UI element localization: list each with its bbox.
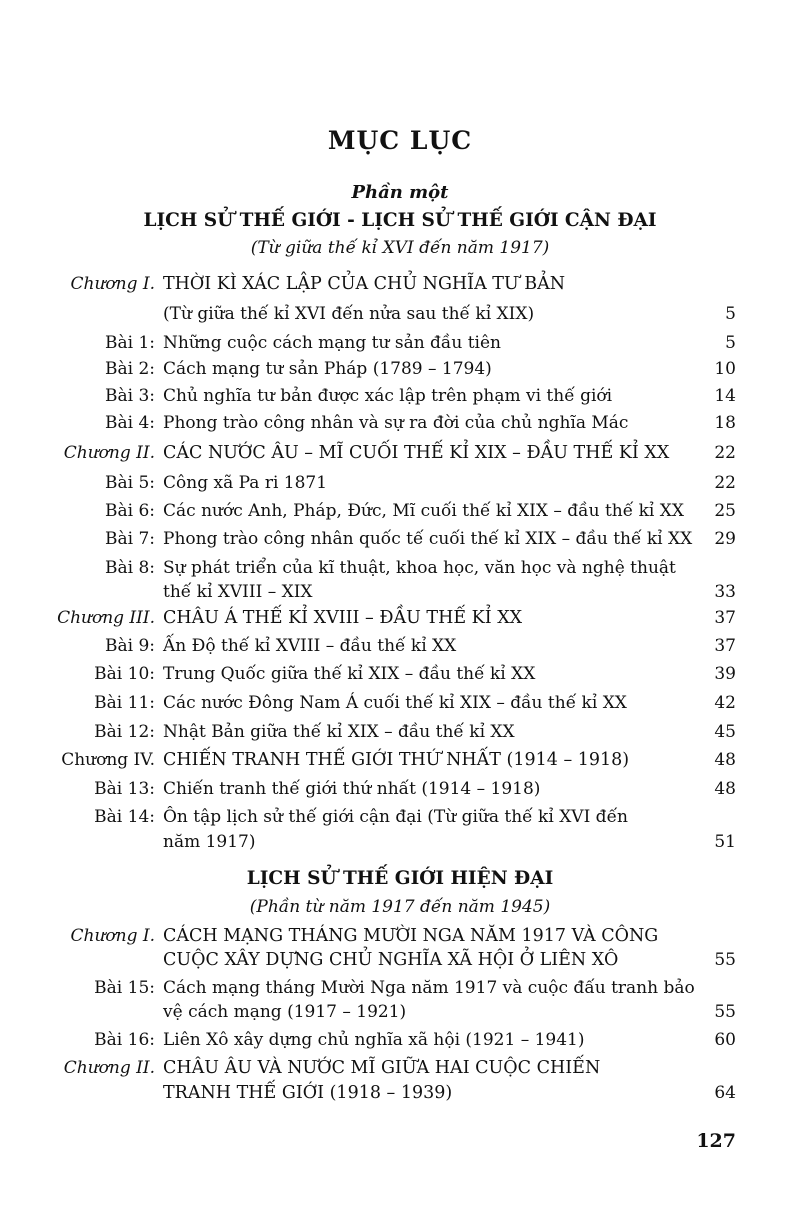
entry-page: 55 xyxy=(714,950,736,970)
entry-label: Bài 1: xyxy=(104,333,155,353)
entry-text: Ấn Độ thế kỉ XVIII – đầu thế kỉ XX xyxy=(163,636,457,656)
entry-page: 45 xyxy=(714,722,736,742)
entry-label: Bài 3: xyxy=(104,386,155,406)
entry-page: 5 xyxy=(725,304,736,324)
entry-label: Chương IV. xyxy=(61,750,155,770)
entry-page: 48 xyxy=(714,750,736,770)
entry-page: 29 xyxy=(714,529,736,549)
entry-label: Bài 13: xyxy=(94,779,155,799)
entry-label: Bài 12: xyxy=(94,722,155,742)
entry-text: Trung Quốc giữa thế kỉ XIX – đầu thế kỉ XX xyxy=(163,664,536,684)
entry-label: Chương I. xyxy=(70,926,155,946)
entry-page: 42 xyxy=(714,693,736,713)
part1-subtitle: (Từ giữa thế kỉ XVI đến năm 1917) xyxy=(250,238,550,258)
entry-page: 14 xyxy=(714,386,736,406)
entry-text: Chủ nghĩa tư bản được xác lập trên phạm vi thế giới xyxy=(163,386,613,406)
part1-title: LỊCH SỬ THẾ GIỚI - LỊCH SỬ THẾ GIỚI CẬN ĐẠI xyxy=(143,210,657,231)
entry-text: Các nước Đông Nam Á cuối thế kỉ XIX – đầu thế kỉ XX xyxy=(163,693,627,713)
entry-text: Phong trào công nhân quốc tế cuối thế kỉ XIX – đầu thế kỉ XX xyxy=(163,529,693,549)
entry-text: Liên Xô xây dựng chủ nghĩa xã hội (1921 – 1941) xyxy=(163,1030,585,1050)
entry-text-continued: TRANH THẾ GIỚI (1918 – 1939) xyxy=(163,1083,453,1103)
entry-page: 48 xyxy=(714,779,736,799)
entry-text: Những cuộc cách mạng tư sản đầu tiên xyxy=(163,333,501,353)
entry-text: Cách mạng tháng Mười Nga năm 1917 và cuộc đấu tranh bảo xyxy=(163,978,695,998)
entry-page: 18 xyxy=(714,413,736,433)
page-title: MỤC LỤC xyxy=(327,126,473,155)
entry-text: Ôn tập lịch sử thế giới cận đại (Từ giữa thế kỉ XVI đến xyxy=(163,807,628,827)
entry-label: Bài 7: xyxy=(104,529,155,549)
entry-label: Chương I. xyxy=(70,274,155,294)
entry-label: Bài 2: xyxy=(104,359,155,379)
entry-text: CHÂU Á THẾ KỈ XVIII – ĐẦU THẾ KỈ XX xyxy=(163,608,523,628)
entry-text: Sự phát triển của kĩ thuật, khoa học, văn học và nghệ thuật xyxy=(163,558,676,578)
entry-page: 10 xyxy=(714,359,736,379)
entry-text-continued: thế kỉ XVIII – XIX xyxy=(163,582,313,602)
entry-label: Chương II. xyxy=(63,443,155,463)
entry-label: Chương III. xyxy=(57,608,155,628)
entry-page: 33 xyxy=(714,582,736,602)
entry-text: Nhật Bản giữa thế kỉ XIX – đầu thế kỉ XX xyxy=(163,722,515,742)
entry-page: 37 xyxy=(714,636,736,656)
entry-text: Các nước Anh, Pháp, Đức, Mĩ cuối thế kỉ XIX – đầu thế kỉ XX xyxy=(163,501,684,521)
entry-page: 39 xyxy=(714,664,736,684)
entry-page: 37 xyxy=(714,608,736,628)
entry-text: Phong trào công nhân và sự ra đời của chủ nghĩa Mác xyxy=(163,413,629,433)
entry-label: Bài 5: xyxy=(104,473,155,493)
entry-label: Bài 4: xyxy=(104,413,155,433)
entry-label: Bài 6: xyxy=(104,501,155,521)
entry-page: 5 xyxy=(725,333,736,353)
part2-subtitle: (Phần từ năm 1917 đến năm 1945) xyxy=(249,897,551,917)
entry-label: Bài 14: xyxy=(94,807,155,827)
entry-label: Chương II. xyxy=(63,1058,155,1078)
entry-text: THỜI KÌ XÁC LẬP CỦA CHỦ NGHĨA TƯ BẢN xyxy=(163,274,566,294)
entry-text-continued: năm 1917) xyxy=(163,832,256,852)
entry-label: Bài 15: xyxy=(94,978,155,998)
entry-page: 64 xyxy=(714,1083,736,1103)
entry-text: CHÂU ÂU VÀ NƯỚC MĨ GIỮA HAI CUỘC CHIẾN xyxy=(163,1058,601,1078)
entry-text-continued: CUỘC XÂY DỰNG CHỦ NGHĨA XÃ HỘI Ở LIÊN XÔ xyxy=(163,950,619,970)
part1-label: Phần một xyxy=(351,182,449,203)
entry-text: CHIẾN TRANH THẾ GIỚI THỨ NHẤT (1914 – 1918) xyxy=(163,750,630,770)
entry-text: Cách mạng tư sản Pháp (1789 – 1794) xyxy=(163,359,492,379)
entry-text: Chiến tranh thế giới thứ nhất (1914 – 1918) xyxy=(163,779,541,799)
entry-label: Bài 9: xyxy=(104,636,155,656)
entry-page: 55 xyxy=(714,1002,736,1022)
entry-label: Bài 16: xyxy=(94,1030,155,1050)
entry-label: Bài 10: xyxy=(94,664,155,684)
entry-page: 25 xyxy=(714,501,736,521)
entry-page: 60 xyxy=(714,1030,736,1050)
entry-label: Bài 11: xyxy=(94,693,155,713)
entry-label: Bài 8: xyxy=(104,558,155,578)
entry-text-continued: vệ cách mạng (1917 – 1921) xyxy=(163,1002,407,1022)
page-number: 127 xyxy=(696,1130,736,1152)
entry-page: 22 xyxy=(714,443,736,463)
entry-text: (Từ giữa thế kỉ XVI đến nửa sau thế kỉ XIX) xyxy=(163,304,535,324)
part2-title: LỊCH SỬ THẾ GIỚI HIỆN ĐẠI xyxy=(246,868,554,889)
entry-page: 22 xyxy=(714,473,736,493)
entry-text: CÁCH MẠNG THÁNG MƯỜI NGA NĂM 1917 VÀ CÔNG xyxy=(163,926,659,946)
entry-page: 51 xyxy=(714,832,736,852)
entry-text: CÁC NƯỚC ÂU – MĨ CUỐI THẾ KỈ XIX – ĐẦU THẾ KỈ XX xyxy=(163,443,670,463)
entry-text: Công xã Pa ri 1871 xyxy=(163,473,328,493)
